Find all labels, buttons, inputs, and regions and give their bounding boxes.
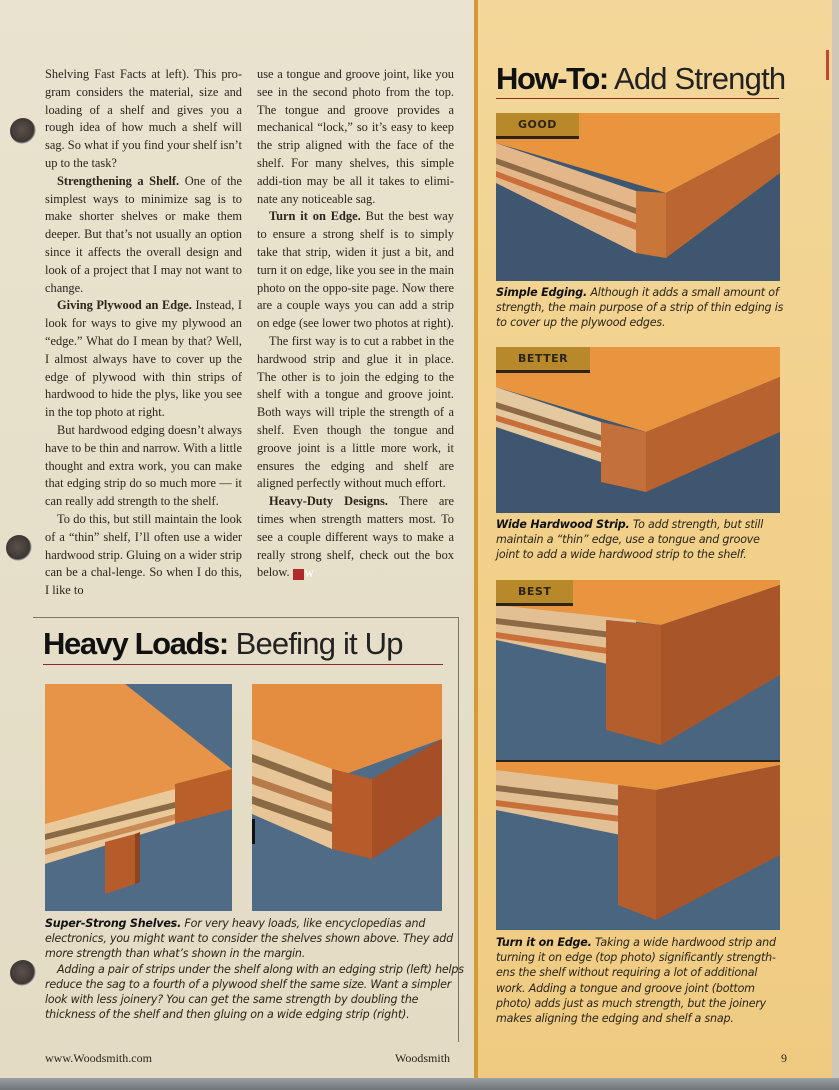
- paragraph: use a tongue and groove joint, like you see in the second photo from the top. The tongue and groove provides a mechanical “lock,” so it’s easy to keep the strip aligned with the face of the shelf. For many shelves, this simple addi-tion may be all it takes to elimi-nate any noticeable sag.: [257, 67, 454, 206]
- page-edge: [832, 0, 839, 1090]
- caption-better: Wide Hardwood Strip. To add strength, but still maintain a “thin” edge, use a tongue and groove joint to add a wide hardwood strip to the shelf.: [496, 518, 764, 562]
- rating-tag-best: BEST: [496, 580, 573, 606]
- photo-doubled-shelf: [252, 684, 442, 911]
- rating-tag-good: GOOD: [496, 113, 579, 139]
- end-of-article-icon: W: [293, 569, 304, 580]
- paragraph: But hardwood edging doesn’t always have to be thin and narrow. With a little thought and extra work, you can make that edging strip do so much more — it can really add strength to the shelf.: [45, 422, 242, 509]
- article-column-1: [45, 66, 242, 600]
- sidebar-rule: [474, 0, 478, 1078]
- paragraph: Heavy-Duty Designs. There are times when strength matters most. To see a couple different ways to make a really strong shelf, check out the box below. W: [257, 494, 454, 580]
- photo-best-turn-on-edge: [496, 580, 780, 930]
- binder-hole-icon: [10, 118, 36, 144]
- caption-run-in: Wide Hardwood Strip.: [496, 518, 630, 531]
- box-title: Heavy Loads: Beefing it Up: [43, 624, 443, 665]
- paragraph: Strengthening a Shelf. One of the simplest ways to minimize sag is to make shorter shelves or make them deeper. But that’s not usually an option since it affects the overall design and look of a project that I may not want to change.: [45, 173, 242, 295]
- caption-good: Simple Edging. Although it adds a small amount of strength, the main purpose of a strip of thin edging is to cover up the plywood edges.: [496, 286, 784, 330]
- caption-run-in: Turn it on Edge.: [496, 936, 592, 949]
- run-in-heading: Turn it on Edge.: [269, 209, 361, 224]
- paragraph: The first way is to cut a rabbet in the hardwood strip and glue it in place. The other is to join the edging to the shelf with a tongue and groove joint. Both ways will triple the strength of a shelf. Even though the tongue and groove joint is a little more work, it ensures the edging and shelf are aligned perfectly without much effort.: [257, 333, 454, 491]
- photo-better-wide-strip: [496, 347, 780, 513]
- page-marker: [826, 50, 829, 80]
- heavy-loads-box: [33, 617, 464, 1042]
- paragraph: Turn it on Edge. But the best way to ensure a strong shelf is to simply take that strip, widen it just a bit, and turn it on edge, like you see in the main photo on the oppo-site page. Now there are a couple ways you can add a strip on edge (see lower two photos at right).: [257, 209, 454, 331]
- photo-strips-under-shelf: [45, 684, 232, 911]
- paragraph: Shelving Fast Facts at left). This pro-gram considers the material, size and loading of a shelf and gives you a rough idea of how much a shelf will sag. So what if you find your shelf isn’t up to the task?: [45, 67, 242, 170]
- rating-tag-better: BETTER: [496, 347, 590, 373]
- caption-best: Turn it on Edge. Taking a wide hardwood strip and turning it on edge (top photo) significantly strength-ens the shelf without requiring a lot of additional work. Adding a tongue and groove joint (bottom photo) adds just as much strength, but the joinery makes aligning the edging and shelf a snap.: [496, 936, 776, 1026]
- run-in-heading: Giving Plywood an Edge.: [57, 298, 192, 313]
- caption-run-in: Simple Edging.: [496, 286, 587, 299]
- run-in-heading: Heavy-Duty Designs.: [269, 494, 388, 509]
- photo-good-simple-edging: [496, 113, 780, 281]
- scan-shadow: [0, 1078, 839, 1090]
- binder-hole-icon: [6, 535, 32, 561]
- run-in-heading: Strengthening a Shelf.: [57, 173, 180, 188]
- paragraph: To do this, but still maintain the look of a “thin” shelf, I’ll often use a wider hardwood strip. Gluing on a wider strip can be a chal-lenge. So when I do this, I like to: [45, 511, 242, 598]
- article-column-2: [257, 66, 454, 582]
- footer-url: www.Woodsmith.com: [45, 1051, 152, 1065]
- box-caption: Super-Strong Shelves. For very heavy loads, like encyclopedias and electronics, you might want to consider the shelves shown above. They add more strength than what’s shown in the margin. Adding a pair of strips under the shelf along with an edging strip (left) helps reduce the sag to a fourth of a plywood shelf the same size. Want a simpler look with less joinery? You can get the same strength by doubling the thickness of the shelf and then gluing on a wide edging strip (right).: [45, 917, 464, 1022]
- footer-magazine-name: Woodsmith: [395, 1051, 451, 1065]
- page-number: 9: [781, 1051, 787, 1065]
- paragraph: Giving Plywood an Edge. Instead, I look for ways to give my plywood an “edge.” What do I mean by that? Well, I almost always have to cover up the edge of plywood with thin strips of hardwood to hide the plys, like you see in the top photo at right.: [45, 298, 242, 420]
- caption-run-in: Super-Strong Shelves.: [45, 917, 182, 930]
- howto-title: How-To: Add Strength: [496, 60, 779, 99]
